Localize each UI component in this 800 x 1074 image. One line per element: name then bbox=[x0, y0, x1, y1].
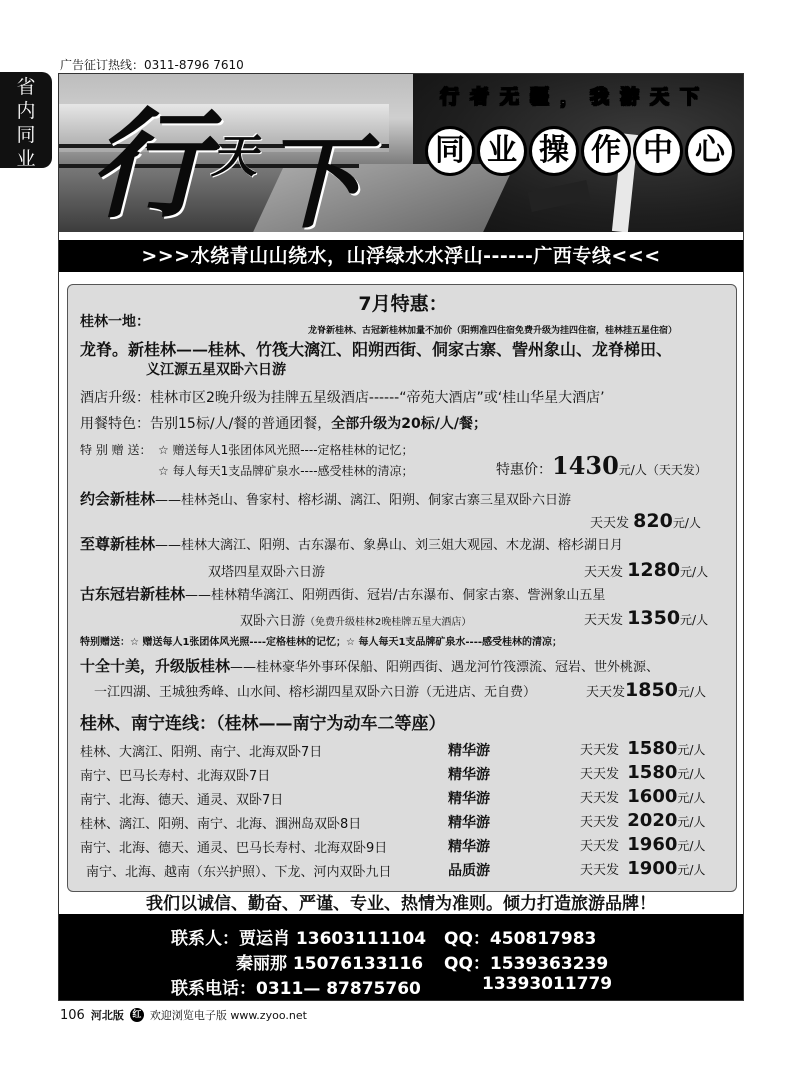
route-price bbox=[586, 679, 706, 701]
route-freq: 天天发 bbox=[584, 565, 624, 580]
row-unit: 元/人 bbox=[677, 815, 706, 829]
row-freq: 天天发 bbox=[580, 839, 620, 854]
section-tab bbox=[0, 72, 52, 168]
meal-upgrade bbox=[80, 413, 487, 433]
route-desc-cont: 双塔四星双卧六日游 bbox=[208, 565, 326, 580]
route-unit: 元/人 bbox=[680, 565, 709, 579]
contact-block bbox=[59, 914, 743, 1000]
contact-qq bbox=[444, 924, 596, 949]
guilin-label: 桂林一地： bbox=[80, 314, 150, 330]
route-freq: 天天发 bbox=[584, 613, 624, 628]
route-name: 约会新桂林 bbox=[80, 490, 156, 508]
row-grade: 精华游 bbox=[448, 815, 490, 831]
page-number: 106 bbox=[60, 1007, 85, 1023]
gift-item: ☆ 赠送每人1张团体风光照----定格桂林的记忆； bbox=[158, 443, 414, 457]
special-unit: 元/人（天天发） bbox=[618, 463, 707, 477]
row-grade: 精华游 bbox=[448, 839, 490, 855]
title-circle-char: 操 bbox=[529, 126, 579, 176]
route-price bbox=[584, 559, 708, 581]
route-name: 古东冠岩新桂林 bbox=[80, 585, 186, 603]
meal-bold: 全部升级为20标/人/餐； bbox=[331, 416, 487, 432]
title-circle-char: 业 bbox=[477, 126, 527, 176]
title-circle-char: 同 bbox=[425, 126, 475, 176]
row-price-value: 2020 bbox=[627, 810, 678, 831]
qq-number[interactable]: 1539363239 bbox=[489, 954, 609, 974]
table-row bbox=[86, 861, 392, 880]
route-gudong-guilin bbox=[80, 583, 605, 604]
badge-icon: 红 bbox=[130, 1008, 144, 1022]
contact-label: 联系电话： bbox=[171, 979, 256, 999]
slogan-char: 疆 bbox=[529, 86, 549, 108]
route-perfect-guilin bbox=[80, 655, 659, 676]
route-gift: 特别赠送：☆ 赠送每人1张团体风光照----定格桂林的记忆；☆ 每人每天1支品牌矿泉水----感受桂林的清凉； bbox=[80, 637, 563, 648]
route-desc-cont bbox=[240, 610, 471, 629]
row-freq: 天天发 bbox=[580, 767, 620, 782]
route-price bbox=[584, 607, 708, 629]
route-freq: 天天发 bbox=[590, 516, 630, 531]
row-route: 南宁、北海、越南（东兴护照）、下龙、河内双卧九日 bbox=[86, 865, 392, 880]
row-route: 桂林、大漓江、阳朔、南宁、北海双卧7日 bbox=[80, 745, 323, 760]
special-price-value: 1430 bbox=[552, 451, 619, 480]
route-desc: 双卧六日游 bbox=[240, 614, 306, 629]
contact-phone[interactable]: 15076133116 bbox=[292, 954, 424, 974]
row-grade: 精华游 bbox=[448, 791, 490, 807]
row-price bbox=[580, 738, 705, 759]
row-unit: 元/人 bbox=[677, 767, 706, 781]
gift-item: ☆ 每人每天1支品牌矿泉水----感受桂林的清凉； bbox=[158, 464, 414, 478]
table-row bbox=[80, 813, 361, 832]
footer-link[interactable]: 欢迎浏览电子版 www.zyoo.net bbox=[149, 1009, 307, 1022]
row-price-value: 1600 bbox=[627, 786, 678, 807]
slogan-char: 游 bbox=[619, 86, 639, 108]
logo-char: 下 bbox=[261, 123, 363, 232]
qq-label: QQ： bbox=[444, 929, 490, 949]
contact-qq bbox=[444, 949, 608, 974]
row-freq: 天天发 bbox=[580, 791, 620, 806]
route-banner: >>>水绕青山山绕水，山浮绿水水浮山------广西专线<<< bbox=[59, 240, 743, 272]
route-desc: ——桂林大漓江、阳朔、古东瀑布、象鼻山、刘三姐大观园、木龙湖、榕杉湖日月 bbox=[155, 538, 624, 553]
logo-char: 天 bbox=[211, 129, 257, 183]
ad-hotline: 广告征订热线：0311-8796 7610 bbox=[60, 58, 244, 72]
slogan-char: 行 bbox=[439, 86, 459, 108]
slogan-char: 下 bbox=[679, 86, 699, 108]
route-unit: 元/人 bbox=[677, 685, 706, 699]
row-price-value: 1900 bbox=[627, 858, 678, 879]
row-price-value: 1580 bbox=[627, 762, 678, 783]
edition: 河北版 bbox=[90, 1009, 124, 1022]
offers-panel bbox=[67, 284, 737, 892]
row-freq: 天天发 bbox=[580, 743, 620, 758]
row-price bbox=[580, 762, 705, 783]
route-price-value: 1850 bbox=[625, 679, 678, 701]
dragon-note: 龙脊新桂林、古冠新桂林加量不加价（阳朔准四住宿免费升级为挂四住宿，桂林挂五星住宿） bbox=[308, 326, 678, 336]
route-guilin-date bbox=[80, 488, 571, 509]
slogan-char: 我 bbox=[589, 86, 609, 108]
contact-name: 秦丽那 bbox=[236, 954, 287, 974]
row-unit: 元/人 bbox=[677, 863, 706, 877]
row-price-value: 1960 bbox=[627, 834, 678, 855]
panel-title: 7月特惠： bbox=[358, 293, 448, 315]
special-label: 特惠价： bbox=[496, 462, 552, 478]
route-note: （免费升级桂林2晚桂牌五星大酒店） bbox=[305, 617, 472, 628]
dragon-route: 龙脊。新桂林——桂林、竹筏大漓江、阳朔西街、侗家古寨、訾州象山、龙脊梯田、 bbox=[80, 340, 673, 359]
slogan-char: ， bbox=[559, 86, 579, 108]
brand-logo bbox=[89, 76, 389, 232]
route-unit: 元/人 bbox=[680, 613, 709, 627]
row-grade: 精华游 bbox=[448, 767, 490, 783]
route-name: 十全十美，升级版桂林 bbox=[80, 657, 231, 675]
section-tab-char: 省 bbox=[16, 76, 36, 98]
table-row bbox=[80, 789, 283, 808]
contact-phone[interactable]: 0311— 87875760 bbox=[256, 979, 421, 999]
gift-label: 特 别 赠 送： bbox=[80, 443, 152, 457]
slogan-char: 天 bbox=[649, 86, 669, 108]
route-desc: ——桂林精华漓江、阳朔西街、冠岩/古东瀑布、侗家古寨、訾洲象山五星 bbox=[185, 588, 606, 603]
contact-line bbox=[236, 949, 423, 974]
route-freq: 天天发 bbox=[586, 685, 626, 700]
route-price bbox=[590, 510, 701, 532]
qq-label: QQ： bbox=[444, 954, 490, 974]
row-unit: 元/人 bbox=[677, 743, 706, 757]
contact-mobile[interactable]: 13393011779 bbox=[482, 974, 613, 994]
company-motto: 我们以诚信、勤奋、严谨、专业、热情为准则。倾力打造旅游品牌！ bbox=[146, 894, 656, 914]
logo-char: 行 bbox=[89, 95, 204, 232]
table-row bbox=[80, 765, 270, 784]
row-route: 南宁、巴马长寿村、北海双卧7日 bbox=[80, 769, 271, 784]
header-banner bbox=[59, 74, 743, 232]
row-price bbox=[580, 786, 705, 807]
section-tab-char: 内 bbox=[16, 100, 36, 122]
title-circle-char: 中 bbox=[633, 126, 683, 176]
section-tab-char: 同 bbox=[16, 124, 36, 146]
section-tab-char: 业 bbox=[16, 148, 36, 170]
contact-name: 贾运肖 bbox=[239, 929, 290, 949]
row-price bbox=[580, 834, 705, 855]
route-desc-cont: 一江四湖、王城独秀峰、山水间、榕杉湖四星双卧六日游（无进店、无自费） bbox=[94, 685, 537, 700]
row-grade: 精华游 bbox=[448, 743, 490, 759]
route-unit: 元/人 bbox=[672, 516, 701, 530]
contact-phone[interactable]: 13603111104 bbox=[295, 929, 427, 949]
hotel-upgrade: 酒店升级：桂林市区2晚升级为挂牌五星级酒店------“帝苑大酒店”或‘桂山华星大酒店’ bbox=[80, 390, 605, 406]
contact-line bbox=[171, 974, 421, 999]
route-price-value: 1350 bbox=[627, 607, 681, 629]
ad-frame bbox=[58, 73, 744, 1001]
qq-number[interactable]: 450817983 bbox=[489, 929, 597, 949]
slogan-char: 者 bbox=[469, 86, 489, 108]
table-row bbox=[80, 741, 322, 760]
row-price bbox=[580, 858, 705, 879]
route-name: 至尊新桂林 bbox=[80, 535, 156, 553]
row-price bbox=[580, 810, 705, 831]
meal-text: 用餐特色：告别15标/人/餐的普通团餐， bbox=[80, 416, 332, 432]
page-footer bbox=[60, 1007, 307, 1023]
row-route: 桂林、漓江、阳朔、南宁、北海、涠洲岛双卧8日 bbox=[80, 817, 362, 832]
special-price bbox=[496, 451, 707, 480]
row-unit: 元/人 bbox=[677, 839, 706, 853]
dragon-route-cont: 义江源五星双卧六日游 bbox=[146, 362, 286, 378]
route-desc: ——桂林尧山、鲁家村、榕杉湖、漓江、阳朔、侗家古寨三星双卧六日游 bbox=[155, 493, 572, 508]
row-route: 南宁、北海、德天、通灵、巴马长寿村、北海双卧9日 bbox=[80, 841, 388, 856]
slogan-char: 无 bbox=[499, 86, 519, 108]
slogan bbox=[436, 82, 703, 109]
nanning-title: 桂林、南宁连线：（桂林——南宁为动车二等座） bbox=[80, 714, 446, 734]
row-unit: 元/人 bbox=[677, 791, 706, 805]
row-price-value: 1580 bbox=[627, 738, 678, 759]
contact-label: 联系人： bbox=[171, 929, 239, 949]
row-freq: 天天发 bbox=[580, 815, 620, 830]
row-freq: 天天发 bbox=[580, 863, 620, 878]
route-desc: ——桂林豪华外事环保船、阳朔西街、遇龙河竹筏漂流、冠岩、世外桃源、 bbox=[230, 660, 660, 675]
route-price-value: 1280 bbox=[627, 559, 681, 581]
title-circle-char: 作 bbox=[581, 126, 631, 176]
route-price-value: 820 bbox=[633, 510, 673, 532]
table-row bbox=[80, 837, 387, 856]
title-circle-char: 心 bbox=[685, 126, 735, 176]
row-route: 南宁、北海、德天、通灵、双卧7日 bbox=[80, 793, 284, 808]
row-grade: 品质游 bbox=[448, 863, 490, 879]
center-title bbox=[425, 126, 735, 176]
contact-line bbox=[171, 924, 426, 949]
route-supreme-guilin bbox=[80, 533, 623, 554]
